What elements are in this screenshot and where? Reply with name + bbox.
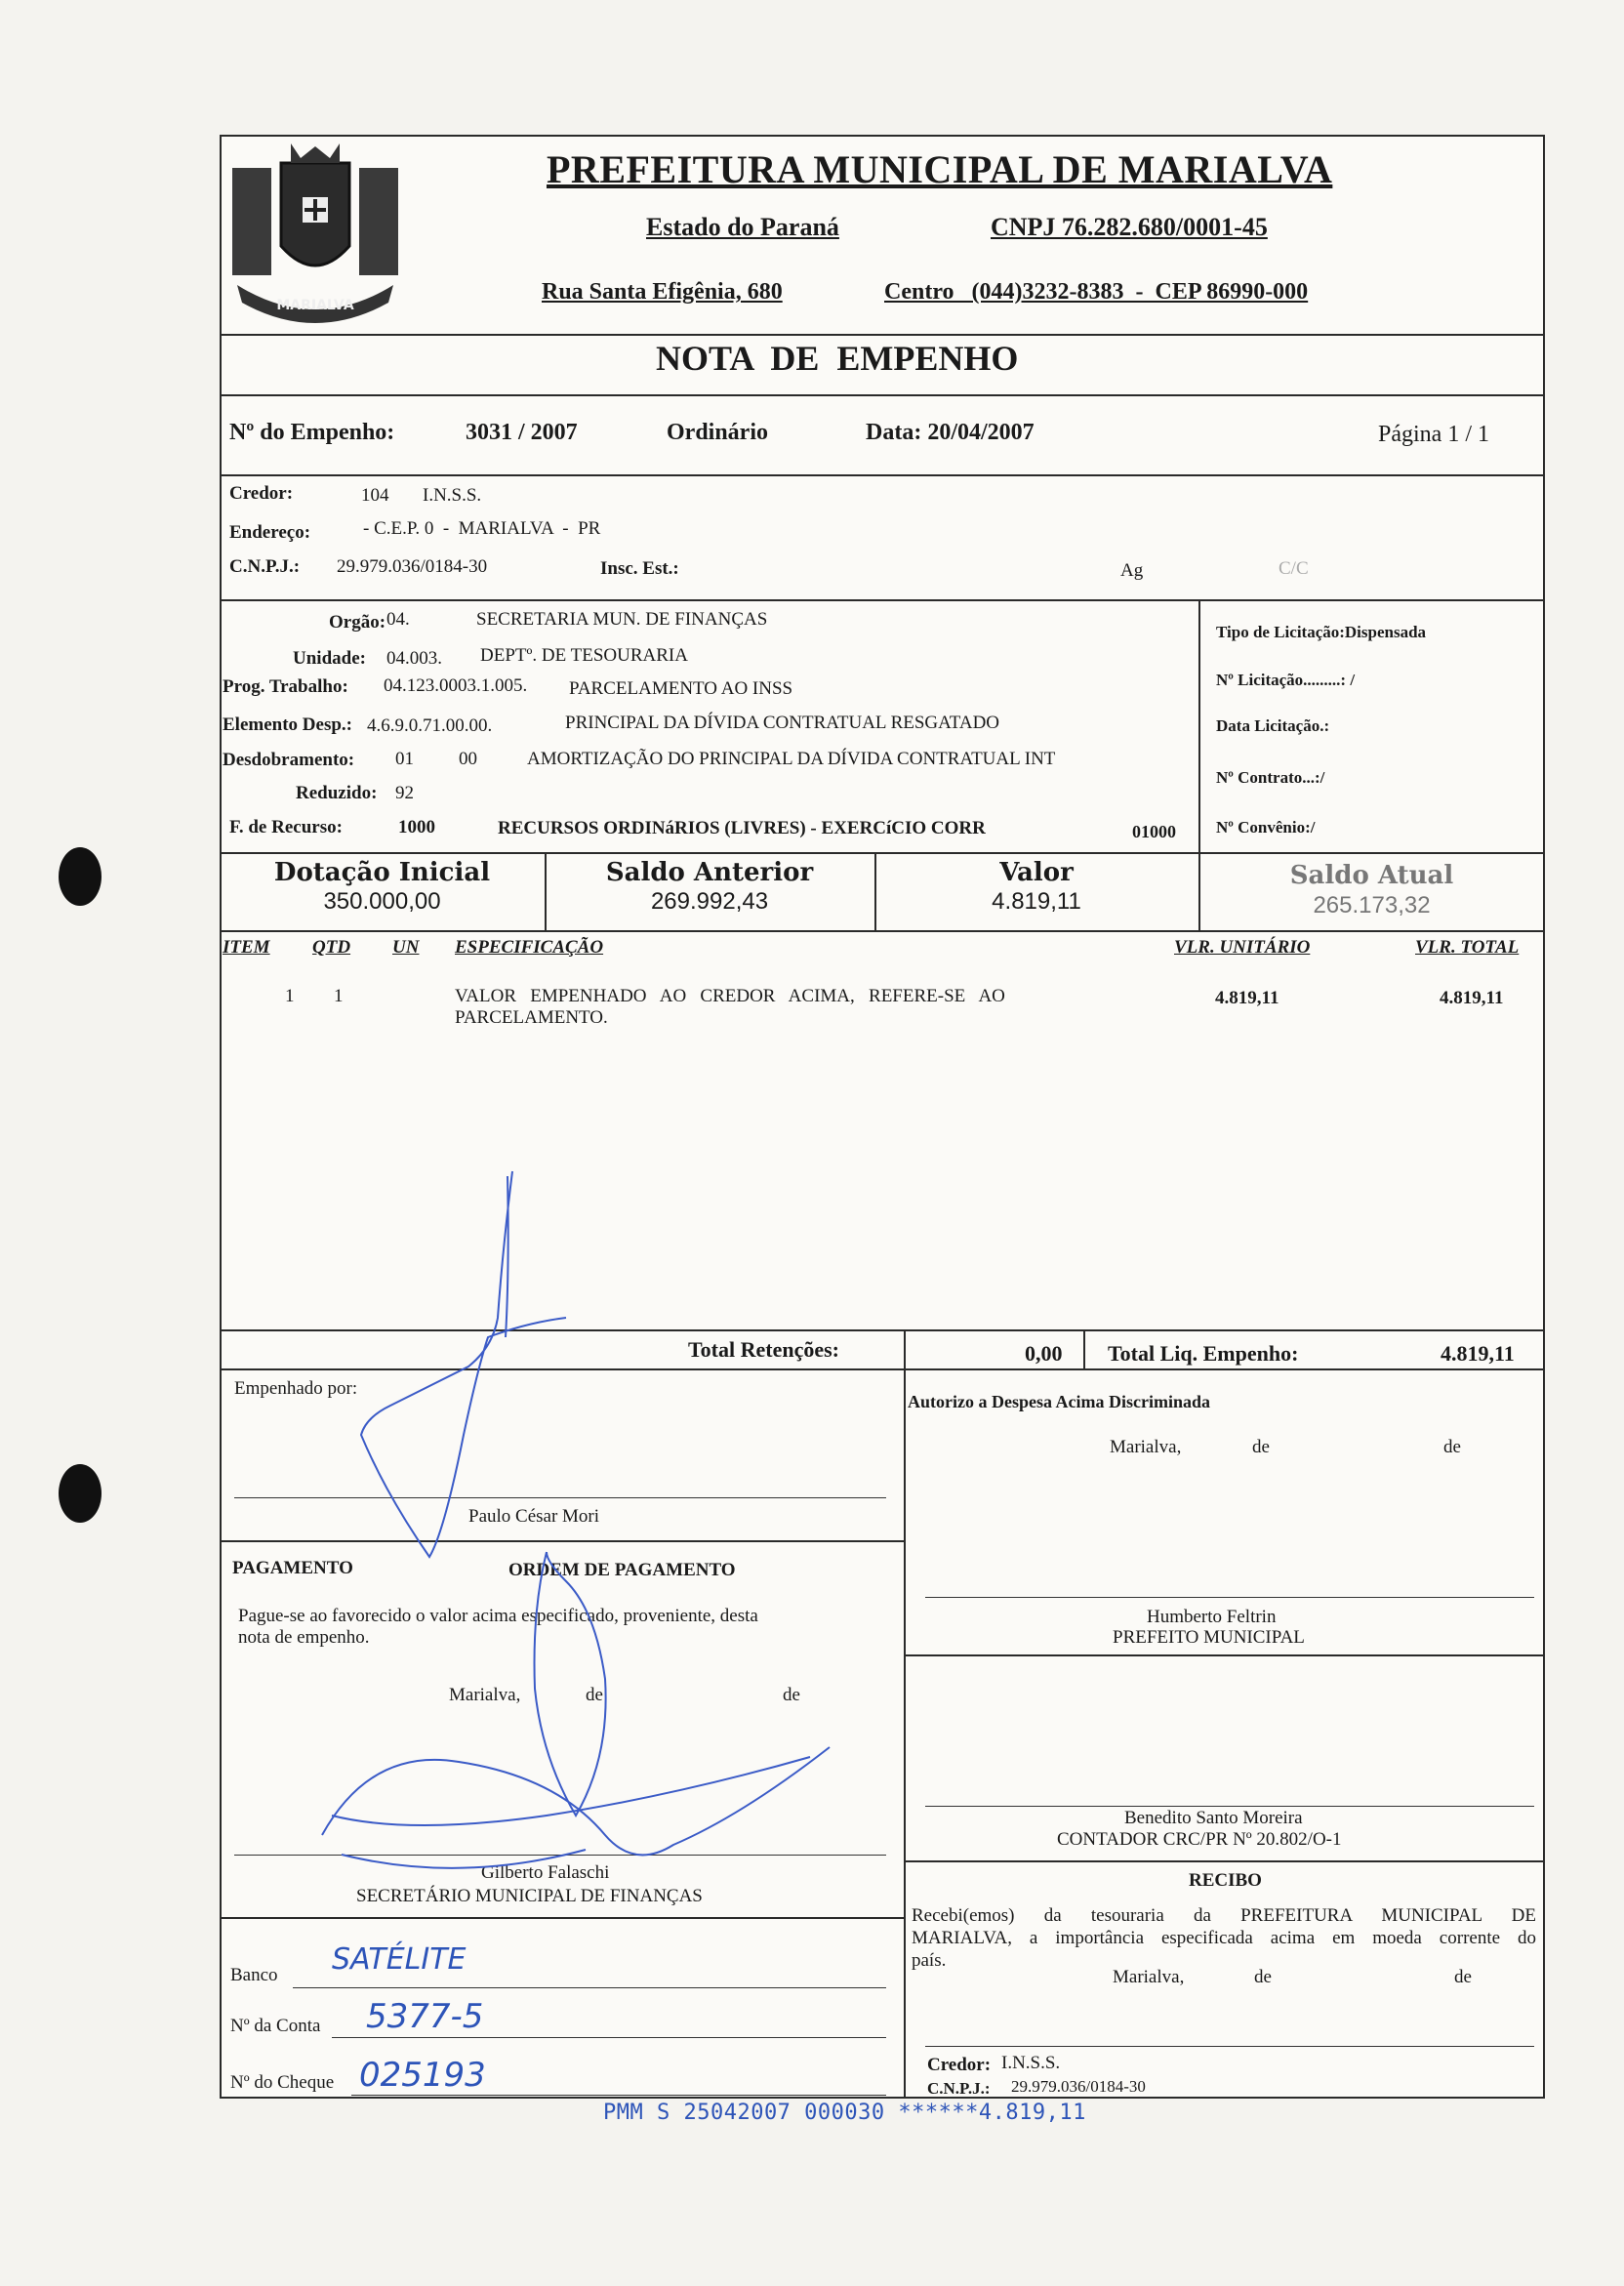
dotacao-label: Dotação Inicial <box>273 858 491 887</box>
col-especificacao: ESPECIFICAÇÃO <box>455 937 604 958</box>
pagamento-local: Marialva, <box>449 1685 521 1705</box>
empenho-tipo: Ordinário <box>667 420 769 445</box>
prefeito-cargo: PREFEITO MUNICIPAL <box>1113 1627 1305 1648</box>
hole-punch <box>59 1464 102 1523</box>
recibo-de1: de <box>1254 1967 1272 1987</box>
prog-cod: 04.123.0003.1.005. <box>384 675 528 696</box>
anterior-label: Saldo Anterior <box>605 858 814 887</box>
desdobramento-label: Desdobramento: <box>223 750 355 770</box>
endereco-label: Endereço: <box>229 522 311 543</box>
header-contato: Centro (044)3232-8383 - CEP 86990-000 <box>884 279 1309 305</box>
reduzido: 92 <box>395 783 414 803</box>
valor-label: Valor <box>999 858 1074 887</box>
empenho-numero: 3031 / 2007 <box>466 420 578 445</box>
header-rua: Rua Santa Efigênia, 680 <box>542 279 783 305</box>
pagina: Página 1 / 1 <box>1378 422 1489 447</box>
recibo-de2: de <box>1454 1967 1472 1987</box>
pagamento-label: PAGAMENTO <box>232 1558 353 1578</box>
elemento-label: Elemento Desp.: <box>223 714 352 735</box>
dotacao-valor: 350.000,00 <box>323 888 441 915</box>
footer-stamp: PMM S 25042007 000030 ******4.819,11 <box>603 2101 1086 2125</box>
col-un: UN <box>392 937 420 958</box>
autorizo-local: Marialva, <box>1110 1437 1182 1457</box>
header-title: PREFEITURA MUNICIPAL DE MARIALVA <box>547 147 1333 191</box>
item-especificacao-2: PARCELAMENTO. <box>455 1007 608 1028</box>
col-vlr-unitario: VLR. UNITÁRIO <box>1174 937 1311 958</box>
col-vlr-total: VLR. TOTAL <box>1415 937 1520 958</box>
col-qtd: QTD <box>312 937 351 958</box>
autorizo-de1: de <box>1252 1437 1270 1457</box>
hole-punch <box>59 847 102 906</box>
seal-text: MARIALVA <box>276 298 354 313</box>
reduzido-label: Reduzido: <box>296 783 378 803</box>
item-especificacao-1: VALOR EMPENHADO AO CREDOR ACIMA, REFERE-SE AO <box>455 986 1005 1006</box>
unidade-label: Unidade: <box>293 648 366 669</box>
recibo-local: Marialva, <box>1113 1967 1185 1987</box>
elemento: PRINCIPAL DA DÍVIDA CONTRATUAL RESGATADO <box>565 713 1000 733</box>
recurso-cod: 1000 <box>398 817 435 837</box>
banco-label: Banco <box>230 1965 278 1985</box>
desdobramento: AMORTIZAÇÃO DO PRINCIPAL DA DÍVIDA CONTRATUAL INT <box>527 749 1056 769</box>
unidade-cod: 04.003. <box>386 648 442 669</box>
licitacao-contrato: Nº Contrato...:/ <box>1216 768 1325 787</box>
licitacao-tipo: Tipo de Licitação:Dispensada <box>1216 623 1427 641</box>
banco-valor: SATÉLITE <box>332 1942 467 1977</box>
prog-label: Prog. Trabalho: <box>223 676 348 697</box>
recurso-label: F. de Recurso: <box>229 817 343 837</box>
ordem-label: ORDEM DE PAGAMENTO <box>508 1560 736 1580</box>
recibo-cnpj-label: C.N.P.J.: <box>927 2079 991 2098</box>
pagamento-texto2: nota de empenho. <box>238 1627 370 1648</box>
header-cnpj: CNPJ 76.282.680/0001-45 <box>991 213 1268 241</box>
insc-label: Insc. Est.: <box>600 558 679 579</box>
recurso: RECURSOS ORDINáRIOS (LIVRES) - EXERCíCIO CORR <box>498 818 986 838</box>
empenho-data: Data: 20/04/2007 <box>866 420 1035 445</box>
contador-cargo: CONTADOR CRC/PR Nº 20.802/O-1 <box>1057 1829 1342 1850</box>
atual-valor: 265.173,32 <box>1313 892 1431 918</box>
recibo-credor: I.N.S.S. <box>1001 2053 1061 2073</box>
pagamento-texto1: Pague-se ao favorecido o valor acima especificado, proveniente, desta <box>238 1606 758 1626</box>
liq-label: Total Liq. Empenho: <box>1108 1341 1299 1366</box>
secretario-cargo: SECRETÁRIO MUNICIPAL DE FINANÇAS <box>356 1886 703 1906</box>
recibo-texto1: Recebi(emos) da tesouraria da PREFEITURA MUNICIPAL DE <box>912 1905 1536 1926</box>
orgao-cod: 04. <box>386 609 410 630</box>
autorizo-label: Autorizo a Despesa Acima Discriminada <box>908 1392 1210 1411</box>
pagamento-de2: de <box>783 1685 800 1705</box>
valor-valor: 4.819,11 <box>992 888 1081 915</box>
liq-valor: 4.819,11 <box>1441 1341 1515 1366</box>
cnpj-label: C.N.P.J.: <box>229 556 301 577</box>
prog: PARCELAMENTO AO INSS <box>569 678 793 699</box>
desdobramento-cod1: 01 <box>395 749 414 769</box>
recurso-cod2: 01000 <box>1132 822 1176 841</box>
autorizo-de2: de <box>1443 1437 1461 1457</box>
item-num: 1 <box>285 986 295 1006</box>
contador-nome: Benedito Santo Moreira <box>1124 1808 1303 1828</box>
cc-label: C/C <box>1279 558 1309 579</box>
item-total: 4.819,11 <box>1440 988 1504 1008</box>
recibo-title: RECIBO <box>1189 1870 1262 1891</box>
pagamento-de1: de <box>586 1685 603 1705</box>
credor-codigo: 104 <box>361 485 389 506</box>
recibo-texto2: MARIALVA, a importância especificada acima em moeda corrente do <box>912 1928 1536 1948</box>
recibo-credor-label: Credor: <box>927 2055 992 2075</box>
atual-label: Saldo Atual <box>1289 861 1454 890</box>
anterior-valor: 269.992,43 <box>650 888 769 915</box>
empenho-label: Nº do Empenho: <box>229 420 395 445</box>
conta-valor: 5377-5 <box>366 1997 484 2036</box>
licitacao-data: Data Licitação.: <box>1216 716 1330 735</box>
header-estado: Estado do Paraná <box>646 213 839 241</box>
cheque-valor: 025193 <box>359 2056 486 2095</box>
secretario-nome: Gilberto Falaschi <box>481 1862 610 1883</box>
empenhado-label: Empenhado por: <box>234 1378 358 1399</box>
recibo-texto3: país. <box>912 1950 947 1971</box>
item-unit: 4.819,11 <box>1215 988 1279 1008</box>
endereco: - C.E.P. 0 - MARIALVA - PR <box>363 518 601 539</box>
recibo-cnpj: 29.979.036/0184-30 <box>1011 2077 1146 2096</box>
conta-label: Nº da Conta <box>230 2016 321 2036</box>
empenhado-nome: Paulo César Mori <box>468 1506 600 1527</box>
licitacao-convenio: Nº Convênio:/ <box>1216 818 1316 837</box>
col-item: ITEM <box>223 937 270 958</box>
licitacao-numero: Nº Licitação.........: / <box>1216 671 1356 689</box>
orgao-label: Orgão: <box>329 612 386 633</box>
cheque-label: Nº do Cheque <box>230 2072 335 2093</box>
elemento-cod: 4.6.9.0.71.00.00. <box>367 715 493 736</box>
credor-label: Credor: <box>229 483 294 504</box>
credor-cnpj: 29.979.036/0184-30 <box>337 556 488 577</box>
retencoes-label: Total Retenções: <box>688 1337 839 1362</box>
orgao: SECRETARIA MUN. DE FINANÇAS <box>476 609 768 630</box>
credor-nome: I.N.S.S. <box>423 485 482 506</box>
ag-label: Ag <box>1120 560 1144 581</box>
desdobramento-cod2: 00 <box>459 749 477 769</box>
unidade: DEPTº. DE TESOURARIA <box>480 645 688 666</box>
prefeito-nome: Humberto Feltrin <box>1147 1607 1277 1627</box>
doc-title: NOTA DE EMPENHO <box>656 339 1019 378</box>
item-qtd: 1 <box>334 986 344 1006</box>
retencoes-valor: 0,00 <box>1025 1341 1063 1366</box>
